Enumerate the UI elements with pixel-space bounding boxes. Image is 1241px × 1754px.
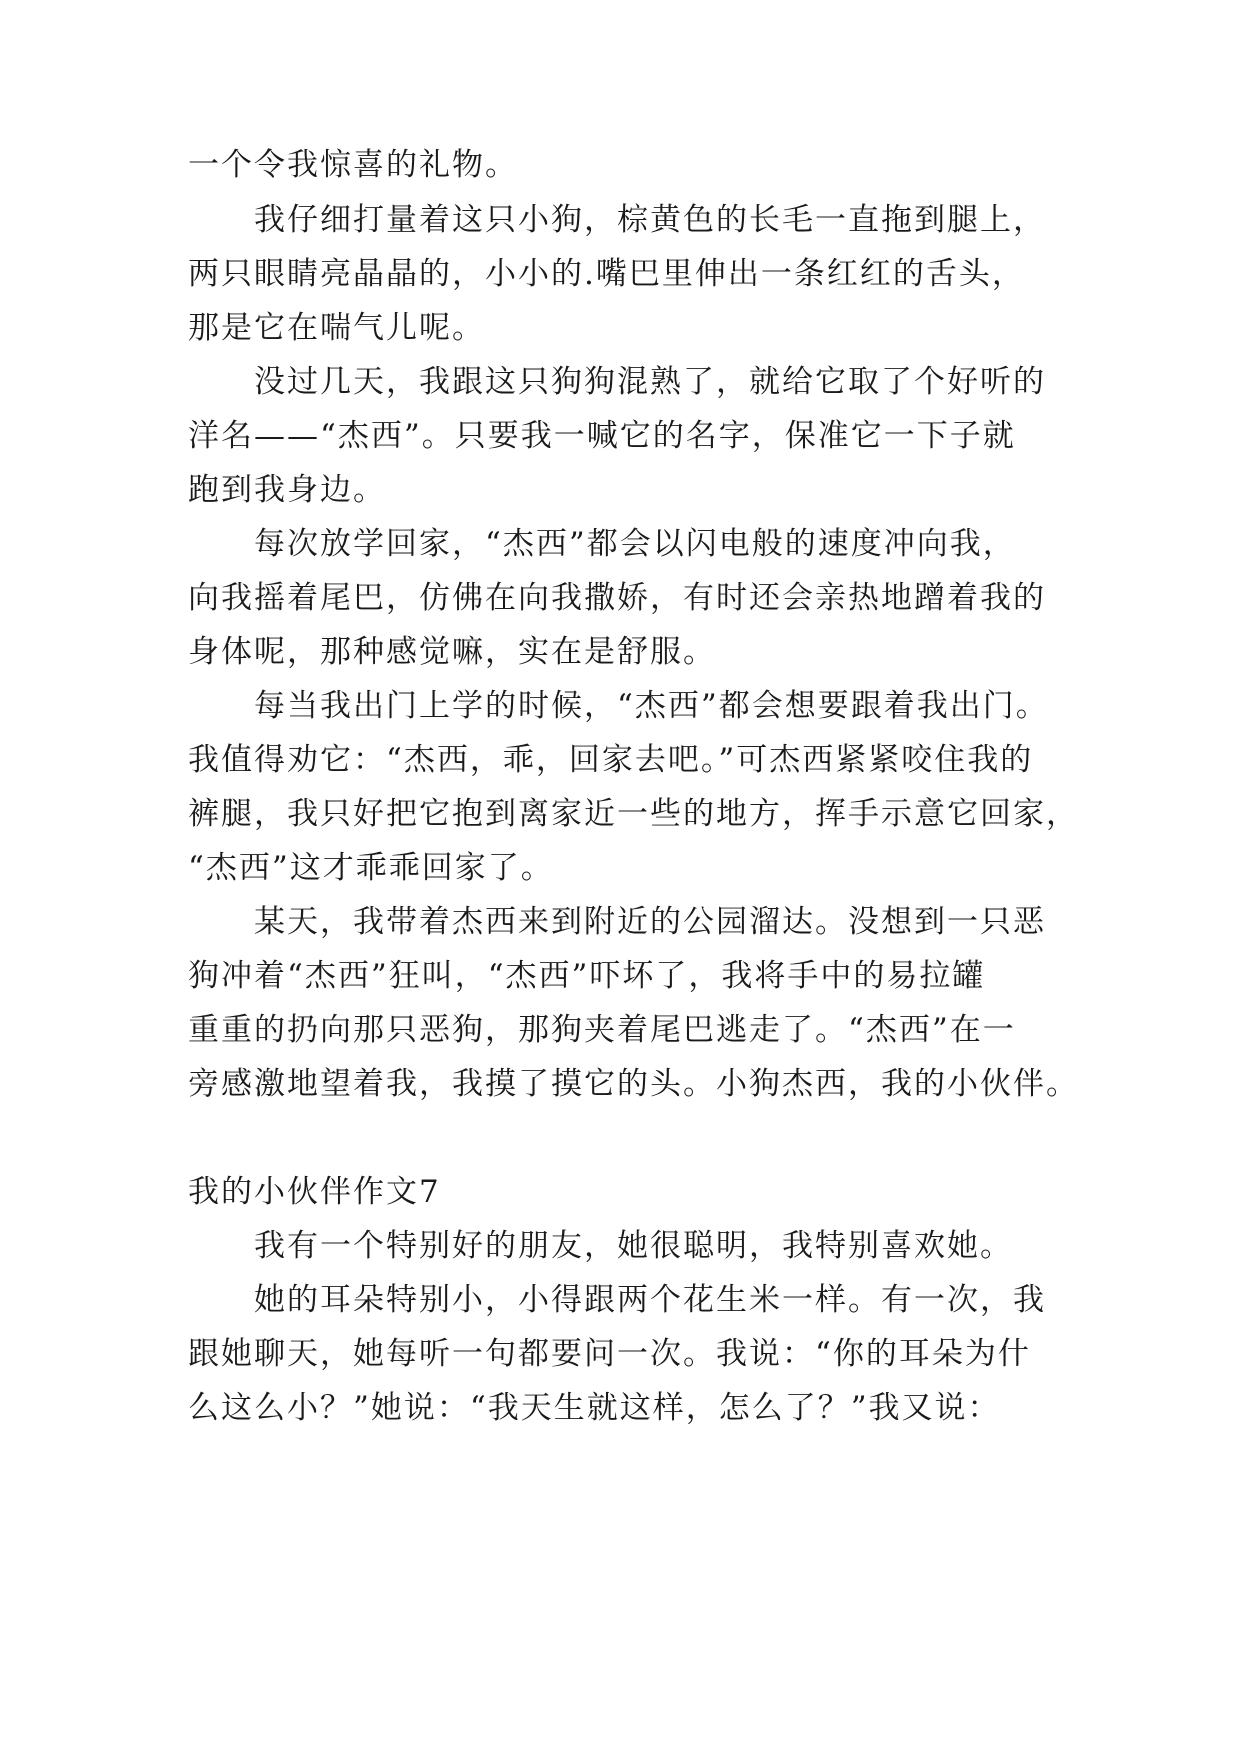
section-heading: 我的小伙伴作文7	[188, 1174, 441, 1210]
paragraph-line: 裤腿，我只好把它抱到离家近一些的地方，挥手示意它回家，	[188, 796, 1079, 832]
paragraph-line: 洋名——“杰西”。只要我一喊它的名字，保准它一下子就	[188, 418, 1016, 454]
paragraph-line: 狗冲着“杰西”狂叫，“杰西”吓坏了，我将手中的易拉罐	[188, 958, 986, 994]
paragraph-line: “杰西”这才乖乖回家了。	[188, 850, 554, 886]
paragraph-line: 每当我出门上学的时候，“杰西”都会想要跟着我出门。	[254, 688, 1049, 724]
paragraph-line: 我值得劝它：“杰西，乖，回家去吧。”可杰西紧紧咬住我的	[188, 742, 1034, 778]
paragraph-line: 向我摇着尾巴，仿佛在向我撒娇，有时还会亲热地蹭着我的	[188, 580, 1046, 616]
paragraph-line: 某天，我带着杰西来到附近的公园溜达。没想到一只恶	[254, 904, 1046, 940]
paragraph-line: 我仔细打量着这只小狗，棕黄色的长毛一直拖到腿上，	[254, 202, 1046, 238]
paragraph-line: 旁感激地望着我，我摸了摸它的头。小狗杰西，我的小伙伴。	[188, 1066, 1079, 1102]
paragraph-line: 我有一个特别好的朋友，她很聪明，我特别喜欢她。	[254, 1228, 1013, 1264]
paragraph-line: 她的耳朵特别小，小得跟两个花生米一样。有一次，我	[254, 1282, 1046, 1318]
paragraph-line: 跑到我身边。	[188, 472, 386, 508]
paragraph-line: 两只眼睛亮晶晶的，小小的.嘴巴里伸出一条红红的舌头，	[188, 256, 1025, 292]
paragraph-line: 跟她聊天，她每听一句都要问一次。我说：“你的耳朵为什	[188, 1336, 1031, 1372]
paragraph-line: 每次放学回家，“杰西”都会以闪电般的速度冲向我，	[254, 526, 1016, 562]
paragraph-line: 那是它在喘气儿呢。	[188, 310, 485, 346]
paragraph-line: 一个令我惊喜的礼物。	[188, 147, 518, 183]
paragraph-line: 身体呢，那种感觉嘛，实在是舒服。	[188, 634, 716, 670]
paragraph-line: 没过几天，我跟这只狗狗混熟了，就给它取了个好听的	[254, 364, 1046, 400]
paragraph-line: 么这么小？”她说：“我天生就这样，怎么了？”我又说：	[188, 1390, 1001, 1426]
paragraph-line: 重重的扔向那只恶狗，那狗夹着尾巴逃走了。“杰西”在一	[188, 1012, 1016, 1048]
